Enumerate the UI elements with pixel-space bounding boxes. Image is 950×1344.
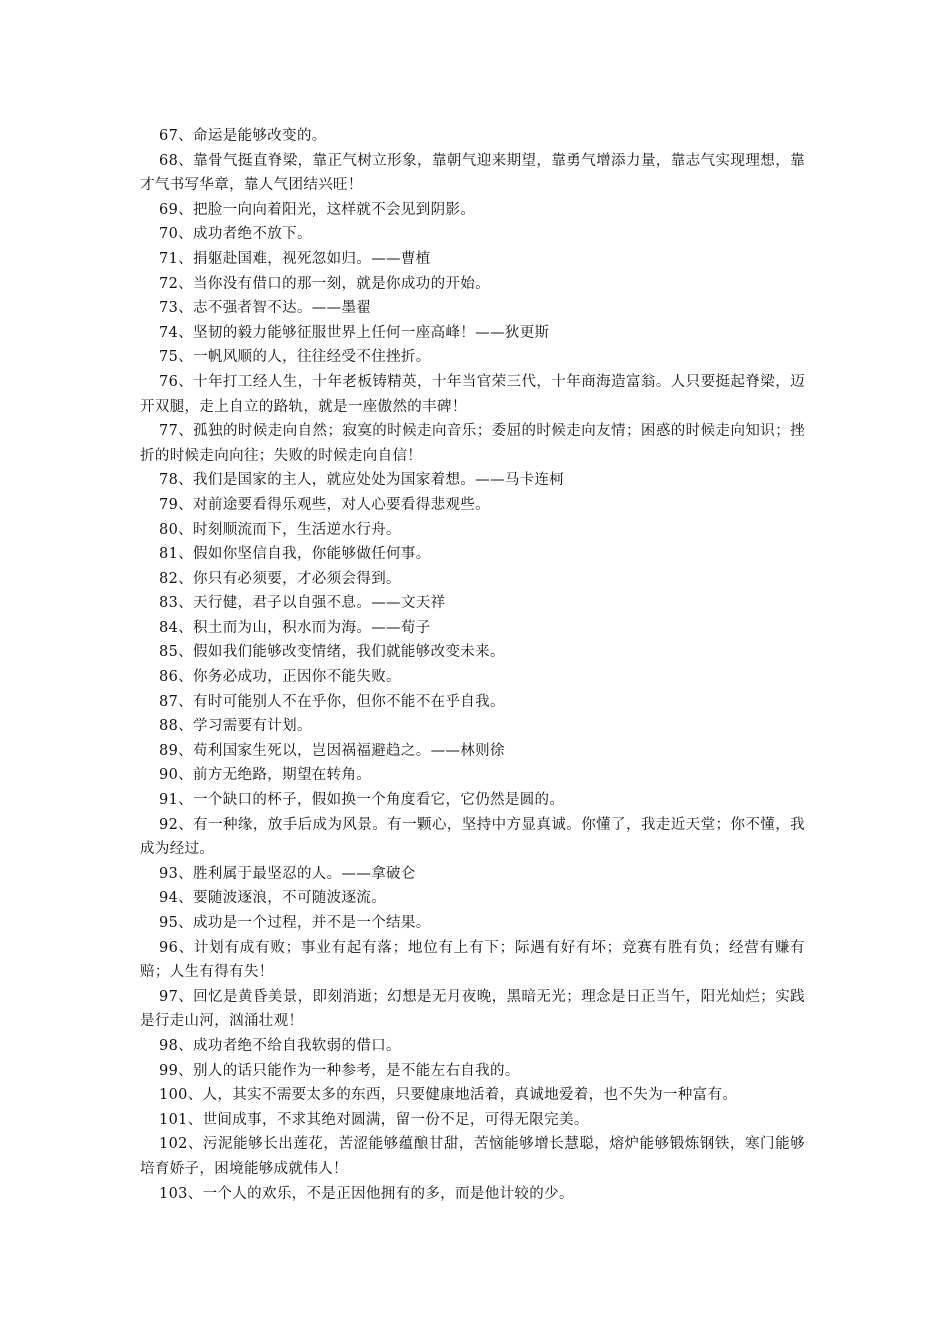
- quote-entry: 90、前方无绝路，期望在转角。: [159, 767, 372, 784]
- quote-entry: 69、把脸一向向着阳光，这样就不会见到阴影。: [159, 201, 476, 218]
- quote-entry: 98、成功者绝不给自我软弱的借口。: [159, 1037, 401, 1054]
- quote-entry: 103、一个人的欢乐，不是正因他拥有的多，而是他计较的少。: [159, 1185, 574, 1202]
- quote-entry: 96、计划有成有败；事业有起有落；地位有上有下；际遇有好有坏；竞赛有胜有负；经营有赚有赔；人生有得有失！: [140, 939, 805, 981]
- quote-entry: 75、一帆风顺的人，往往经受不住挫折。: [159, 349, 431, 366]
- quote-entry: 83、天行健，君子以自强不息。——文天祥: [159, 595, 446, 612]
- quote-entry: 71、捐躯赴国难，视死忽如归。——曹植: [159, 250, 431, 267]
- quote-entry: 85、假如我们能够改变情绪，我们就能够改变未来。: [159, 644, 505, 661]
- quote-entry: 94、要随波逐浪，不可随波逐流。: [159, 890, 387, 907]
- quote-entry: 86、你务必成功，正因你不能失败。: [159, 669, 401, 686]
- quote-entry: 82、你只有必须要，才必须会得到。: [159, 570, 401, 587]
- quote-entry: 80、时刻顺流而下，生活逆水行舟。: [159, 521, 401, 538]
- quote-list: [140, 124, 805, 1206]
- quote-entry: 67、命运是能够改变的。: [159, 128, 327, 144]
- quote-entry: 101、世间成事，不求其绝对圆满，留一份不足，可得无限完美。: [159, 1111, 589, 1128]
- quote-entry: 87、有时可能别人不在乎你，但你不能不在乎自我。: [159, 693, 505, 710]
- quote-entry: 78、我们是国家的主人，就应处处为国家着想。——马卡连柯: [159, 472, 565, 489]
- quote-entry: 74、坚韧的毅力能够征服世界上任何一座高峰！——狄更斯: [159, 324, 550, 341]
- quote-entry: 81、假如你坚信自我，你能够做任何事。: [159, 546, 431, 563]
- quote-entry: 88、学习需要有计划。: [159, 718, 312, 735]
- quote-entry: 95、成功是一个过程，并不是一个结果。: [159, 915, 431, 931]
- quote-entry: 97、回忆是黄昏美景，即刻消逝；幻想是无月夜晚，黑暗无光；理念是日正当午，阳光灿烂；实践是行走山河，汹涌壮观！: [140, 988, 805, 1030]
- quote-entry: 77、孤独的时候走向自然；寂寞的时候走向音乐；委屈的时候走向友情；困惑的时候走向知识；挫折的时候走向向往；失败的时候走向自信！: [140, 423, 805, 464]
- quote-entry: 68、靠骨气挺直脊梁，靠正气树立形象，靠朝气迎来期望，靠勇气增添力量，靠志气实现理想，靠才气书写华章，靠人气团结兴旺！: [140, 152, 805, 194]
- quote-entry: 91、一个缺口的杯子，假如换一个角度看它，它仍然是圆的。: [159, 792, 565, 809]
- quote-entry: 76、十年打工经人生，十年老板铸精英，十年当官荣三代，十年商海造富翁。人只要挺起脊梁，迈开双腿，走上自立的路轨，就是一座傲然的丰碑！: [140, 373, 805, 415]
- quote-entry: 72、当你没有借口的那一刻，就是你成功的开始。: [159, 275, 490, 292]
- quote-entry: 84、积土而为山，积水而为海。——荀子: [159, 619, 431, 636]
- quote-entry: 102、污泥能够长出莲花，苦涩能够蕴酿甘甜，苦恼能够增长慧聪，熔炉能够锻炼钢铁，寒门能够培育娇子，困境能够成就伟人！: [140, 1136, 805, 1177]
- quote-entry: 73、志不强者智不达。——墨翟: [159, 300, 372, 317]
- quote-entry: 93、胜利属于最坚忍的人。——拿破仑: [159, 865, 416, 882]
- quote-entry: 70、成功者绝不放下。: [159, 226, 312, 243]
- quote-entry: 79、对前途要看得乐观些，对人心要看得悲观些。: [159, 496, 490, 513]
- quote-entry: 89、苟利国家生死以，岂因祸福避趋之。——林则徐: [159, 742, 505, 759]
- quote-entry: 92、有一种缘，放手后成为风景。有一颗心，坚持中方显真诚。你懂了，我走近天堂；你不懂，我成为经过。: [140, 816, 805, 858]
- quote-entry: 100、人，其实不需要太多的东西，只要健康地活着，真诚地爱着，也不失为一种富有。: [159, 1087, 738, 1104]
- quote-entry: 99、别人的话只能作为一种参考，是不能左右自我的。: [159, 1062, 520, 1079]
